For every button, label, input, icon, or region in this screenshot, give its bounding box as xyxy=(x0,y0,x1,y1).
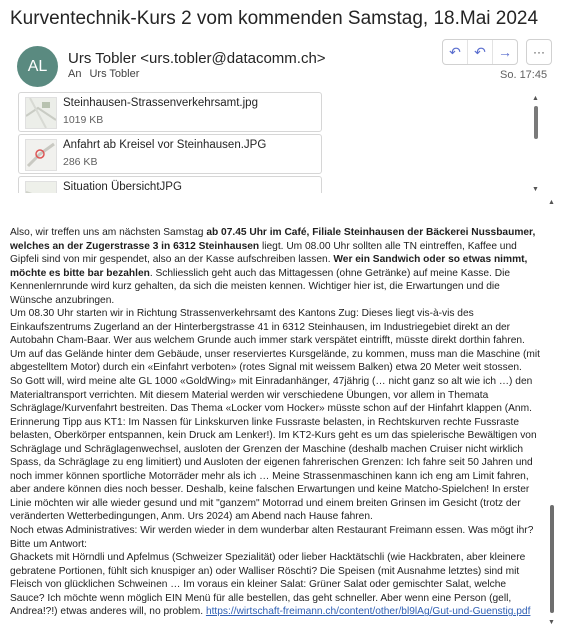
attachment-item[interactable] xyxy=(18,92,322,132)
attachment-list xyxy=(13,92,543,193)
message-timestamp: So. 17:45 xyxy=(500,69,548,81)
attachment-item[interactable] xyxy=(18,176,322,193)
body-paragraph: Noch etwas Administratives: Wir werden wieder in dem wunderbar alten Restaurant Freimann essen. Was mögt ihr? Bitte um Antwort: xyxy=(10,525,534,550)
scroll-up-icon[interactable]: ▲ xyxy=(548,199,555,206)
reply-icon: ↶ xyxy=(449,43,461,60)
image-thumbnail-icon xyxy=(25,97,57,129)
message-actions xyxy=(442,39,552,65)
image-thumbnail-icon xyxy=(25,139,57,171)
attachment-scrollbar[interactable] xyxy=(529,95,543,193)
scroll-down-icon[interactable]: ▼ xyxy=(548,619,555,626)
reply-button-group xyxy=(442,39,518,65)
recipient-row xyxy=(68,68,139,80)
attachment-size: 1019 KB xyxy=(63,114,104,126)
reply-button[interactable] xyxy=(443,40,467,64)
to-label: An xyxy=(68,68,82,80)
reply-all-button[interactable] xyxy=(467,40,492,64)
email-subject: Kurventechnik-Kurs 2 vom kommenden Samstag, 18.Mai 2024 xyxy=(10,8,539,29)
image-thumbnail-icon xyxy=(25,181,57,193)
more-icon: ··· xyxy=(533,45,545,59)
attachment-name: Situation ÜbersichtJPG xyxy=(63,181,182,193)
message-scrollbar[interactable] xyxy=(545,197,559,628)
scroll-up-icon[interactable]: ▲ xyxy=(532,95,539,102)
attachment-item[interactable] xyxy=(18,134,322,174)
body-paragraph: Um 08.30 Uhr starten wir in Richtung Strassenverkehrsamt des Kantons Zug: Dieses liegt vis-à-vis des Einkaufszentrums Zugerland an der Hinterbergstrasse 41 in 6312 Steinhausen, im Industriegebiet direkt an der Autobahn Cham-Baar. Wer aus welchem Grunde auch immer stark verspätet eintrifft, müsste direkt dorthin fahren. Um auf das Gelände hinter dem Gebäude, unser reserviertes Kursgelände, zu kommen, muss man die Maschine (mit abgestelltem Motor) durch ein «Einfahrt verboten» (rotes Signal mit weissem Balken) etwa 20 Meter weit stossen. xyxy=(10,308,540,374)
forward-button[interactable] xyxy=(492,40,517,64)
attachment-size: 286 KB xyxy=(63,156,98,168)
message-body xyxy=(10,226,540,619)
more-actions-button[interactable] xyxy=(526,39,552,65)
body-paragraph: Ghackets mit Hörndli und Apfelmus (Schweizer Spezialität) oder lieber Hacktätschli (wie Hackbraten, aber kleinere gebratene Portionen, fühlt sich knuspiger an) oder Walliser Röschti? Die Speisen (mit Ausnahme letztes) sind mit Fleisch von glücklichen Schweinen … Im voraus ein kleiner Salat: Grüner Salat oder gemischter Salat, welche Sauce? Ich möchte wenn möglich EIN Menü für alle bestellen, das geht schneller. Aber wenn eine Person (gell, Andrea!?!) etwas anderes will, no problem. https://wirtschaft-freimann.ch/content/other/bl9lAg/Gut-und-Guenstig.pdf xyxy=(10,552,531,618)
body-paragraph: So Gott will, wird meine alte GL 1000 «GoldWing» mit Einradanhänger, 47jährig (… nicht ganz so alt wie ich …) den Materialtransport verrichten. Mit diesem Material werden wir verschiedene Übungen, vor allem in Themata Schräglage/Kurvenfahrt bestreiten. Das Thema «Locker vom Hocker» müsste schon auf der Hinfahrt klappen (Anm. Erinnerung Tipp aus KT1: Im Nassen für Linkskurven linke Fussraste belasten, in Rechtskurven rechte Fussraste belasten, Oberkörper entspannen, kein Druck am Lenker!). Im KT2-Kurs geht es um das spielerische Bewältigen von Schräglage und Schräglagenwechsel, ausloten der Grenzen der Maschine (deshalb machen Cruiser nicht wirklich Spass, da Schräglage zu eng limitiert) und Ausloten der eigenen fahrerischen Grenzen: Ich fahre seit 50 Jahren und noch immer können sportliche Motorräder mehr als ich … Meine Strassenmaschinen kann ich eng am Limit fahren, aber andere können dies noch besser. Deshalb, keine falschen Erwartungen und keine Matcho-Spielchen! In erster Linie möchten wir alle wieder gesund und mit "ganzem" Motorrad und einem breiten Grinsen im Gesicht (trotz der veränderten Wetterbedingungen, Anm. Urs 2024) am Abend nach Hause fahren. xyxy=(10,376,537,523)
avatar[interactable]: AL xyxy=(17,46,58,87)
attachment-name: Anfahrt ab Kreisel vor Steinhausen.JPG xyxy=(63,139,267,151)
sender-name[interactable]: Urs Tobler <urs.tobler@datacomm.ch> xyxy=(68,50,326,67)
restaurant-menu-link[interactable]: https://wirtschaft-freimann.ch/content/other/bl9lAg/Gut-und-Guenstig.pdf xyxy=(205,606,531,618)
attachment-name: Steinhausen-Strassenverkehrsamt.jpg xyxy=(63,97,258,109)
scrollbar-thumb[interactable] xyxy=(550,505,554,613)
forward-icon: → xyxy=(498,44,512,60)
body-paragraph: Also, wir treffen uns am nächsten Samstag ab 07.45 Uhr im Café, Filiale Steinhausen der Bäckerei Nussbaumer, welches an der Zugerstrasse 3 in 6312 Steinhausen liegt. Um 08.00 Uhr sollten alle TN eintreffen, Kaffee und Gipfeli sind von mir gespendet, also an der Kasse aufschreiben lassen. Wer ein Sandwich oder so etwas nimmt, möchte es bitte bar bezahlen. Schliesslich geht auch das Mittagessen (ohne Getränke) auf meine Kasse. Die Kennenlernrunde wird kurz gehalten, da sich die meisten kennen. Wichtiger hier ist, die Erwartungen und die Wünsche anzubringen. xyxy=(10,227,536,306)
scrollbar-thumb[interactable] xyxy=(534,106,538,139)
reply-all-icon: ↶ xyxy=(474,43,486,60)
recipient-name[interactable]: Urs Tobler xyxy=(89,68,140,80)
scroll-down-icon[interactable]: ▼ xyxy=(532,186,539,193)
